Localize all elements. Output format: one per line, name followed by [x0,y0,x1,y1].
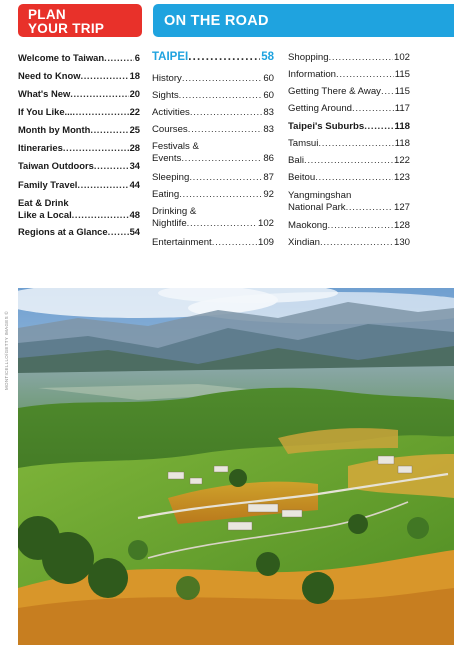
toc-entry-page: 60 [263,73,274,84]
toc-entry-page: 83 [263,107,274,118]
plan-your-trip-tab [18,4,142,37]
toc-entry[interactable] [152,189,274,201]
toc-entry[interactable] [288,172,410,184]
toc-entry-title-line-1: Yangmingshan [288,190,352,201]
landscape-photo [18,288,454,645]
toc-entry-title: History [152,73,182,84]
toc-entry-page: 34 [129,160,140,171]
toc-entry[interactable] [288,155,410,167]
toc-entry-page: 118 [394,121,410,132]
plan-tab-line-1: PLAN [28,7,66,22]
plan-tab-line-2: YOUR TRIP [28,21,105,36]
toc-entry-title: Family Travel [18,179,78,190]
photo-credit [4,300,14,390]
toc-entry[interactable] [288,69,410,81]
toc-entry-title: Month by Month [18,124,91,135]
toc-entry[interactable] [152,124,274,136]
toc-entry-title: Courses [152,124,188,135]
toc-entry-page: 87 [263,172,274,183]
toc-entry-title: Taiwan Outdoors [18,160,94,171]
toc-entry[interactable] [18,106,140,118]
toc-entry[interactable] [152,90,274,102]
toc-entry-title: Xindian [288,237,321,248]
toc-entry[interactable] [288,103,410,115]
toc-entry-title: TAIPEI [152,51,189,63]
toc-entry-title: Eating [152,189,180,200]
toc-entry-page: 83 [263,124,274,135]
toc-entry[interactable] [288,86,410,98]
toc-entry-title: Shopping [288,52,329,63]
toc-entry-page: 109 [257,237,274,248]
toc-entry-page: 128 [393,220,410,231]
toc-entry-title: Bali [288,155,304,166]
toc-entry[interactable] [18,142,140,154]
toc-entry[interactable] [18,124,140,136]
toc-entry[interactable] [288,237,410,249]
toc-entry-page: 18 [129,70,140,81]
toc-entry[interactable] [288,138,410,150]
toc-entry[interactable] [18,179,140,191]
toc-entry[interactable] [18,197,140,220]
toc-entry-page: 25 [129,124,140,135]
toc-entry-page: 60 [263,90,274,101]
toc-entry-title: Sights [152,90,179,101]
landscape-illustration [18,288,454,645]
photo-credit-text: MONTICELLLO/GETTY IMAGES © [4,310,9,390]
toc-entry-title-line-1: Eat & Drink [18,197,69,208]
toc-entry-title-line-2: Nightlife [152,217,187,229]
on-the-road-label: ON THE ROAD [164,13,269,29]
toc-entry-page: 122 [393,155,410,166]
toc-entry[interactable] [18,70,140,82]
toc-entry-title-line-1: Festivals & [152,141,199,152]
toc-entry-page: 130 [393,237,410,248]
on-the-road-tab [153,4,454,37]
toc-entry[interactable] [152,107,274,119]
toc-entry[interactable] [18,226,140,238]
toc-entry[interactable] [18,88,140,100]
toc-entry[interactable] [288,220,410,232]
toc-entry-title-line-2: National Park [288,201,346,213]
toc-entry-page: 48 [129,208,140,220]
toc-entry[interactable] [152,172,274,184]
toc-entry-page: 123 [393,172,410,183]
toc-entry-page: 6 [134,52,140,63]
toc-entry-title: Beitou [288,172,316,183]
toc-entry-title: Welcome to Taiwan [18,52,105,63]
toc-entry-title: Activities [152,107,190,118]
toc-entry-title: Maokong [288,220,328,231]
toc-entry-page: 22 [129,106,140,117]
toc-entry-title: Information [288,69,336,80]
toc-entry-page: 115 [394,86,410,97]
toc-entry-page: 115 [394,69,410,80]
toc-entry[interactable] [288,190,410,213]
toc-entry-title-line-1: Drinking & [152,206,197,217]
toc-entry-page: 54 [129,226,140,237]
toc-entry-title: Sleeping [152,172,190,183]
toc-entry-page: 44 [129,179,140,190]
toc-entry-title: Itineraries [18,142,63,153]
toc-entry-title: Need to Know [18,70,81,81]
toc-entry[interactable] [18,52,140,64]
toc-entry-page: 28 [129,142,140,153]
toc-entry-title: What's New [18,88,71,99]
toc-entry-page: 92 [263,189,274,200]
toc-entry-title: Taipei's Suburbs [288,121,365,132]
toc-entry-title: Regions at a Glance [18,226,108,237]
toc-entry-page: 58 [261,51,274,63]
toc-entry-page: 127 [393,201,410,213]
toc-entry-title: If You Like... [18,106,73,117]
toc-entry-page: 117 [394,103,410,114]
toc-entry-page: 20 [129,88,140,99]
toc-entry-title-line-2: Like a Local [18,208,72,220]
toc-entry[interactable] [152,237,274,249]
toc-region-heading[interactable] [152,52,274,64]
toc-entry-subheading[interactable] [288,121,410,133]
toc-entry[interactable] [152,206,274,229]
toc-entry-page: 102 [257,217,274,229]
toc-entry-page: 102 [393,52,410,63]
toc-entry-title: Tamsui [288,138,319,149]
toc-entry-title-line-2: Events [152,152,182,164]
toc-entry-page: 86 [263,152,274,164]
toc-entry-title: Getting Around [288,103,353,114]
toc-entry-page: 118 [394,138,410,149]
toc-entry[interactable] [288,52,410,64]
toc-entry[interactable] [152,141,274,164]
toc-entry[interactable] [152,73,274,85]
toc-entry-title: Entertainment [152,237,212,248]
toc-entry-title: Getting There & Away [288,86,381,97]
toc-entry[interactable] [18,160,140,172]
